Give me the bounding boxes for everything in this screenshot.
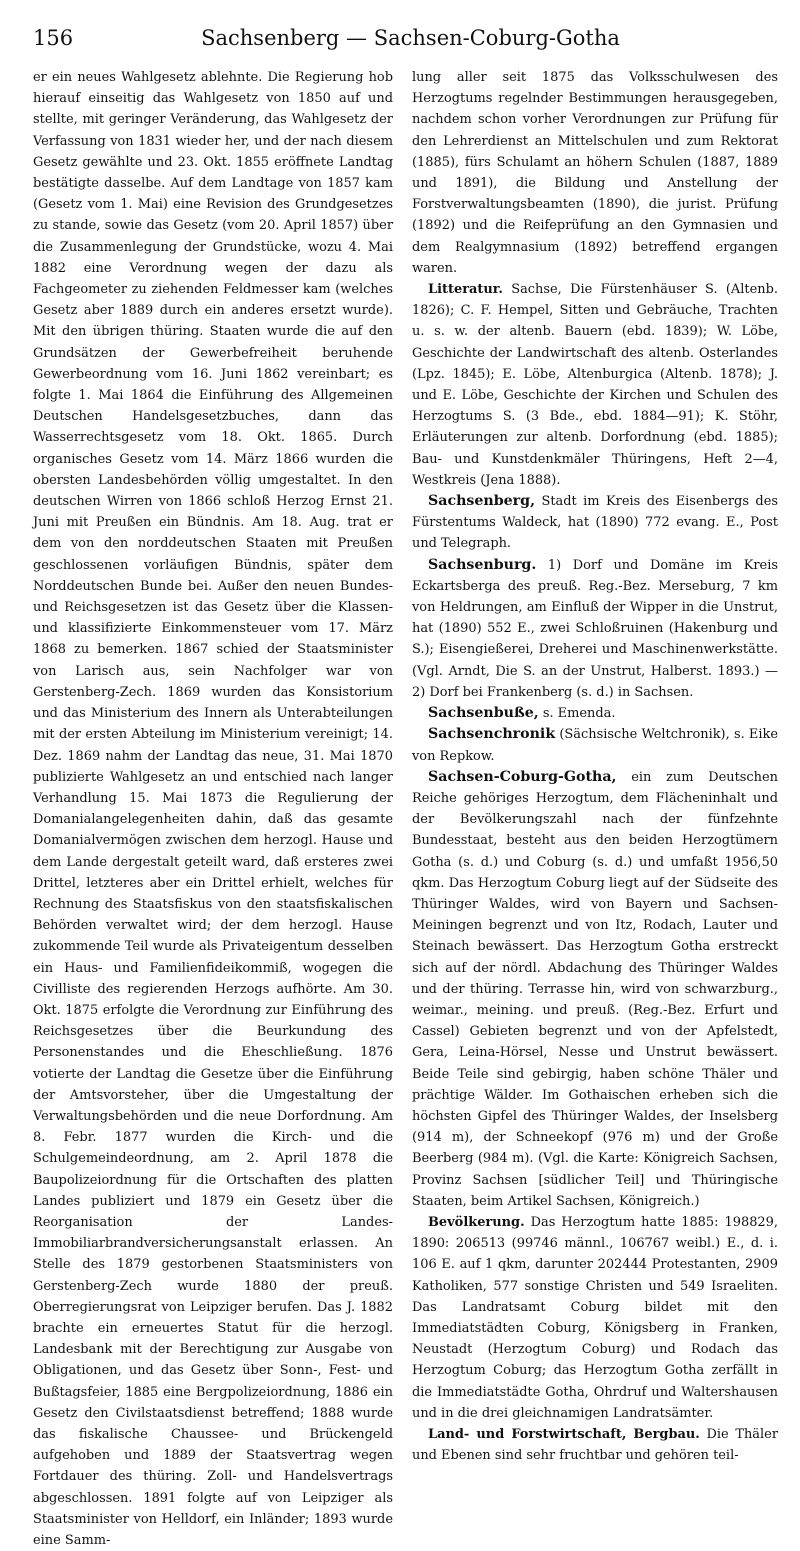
section-heading: Land- und Forstwirtschaft, Bergbau. xyxy=(428,1427,700,1442)
entry-text: 1) Dorf und Domäne im Kreis Eckartsberga des preuß. Reg.-Bez. Merseburg, 7 km von Heldrungen, am Einfluß der Wipper in die Unstrut, hat (1890) 552 E., zwei Schloßruinen (Hakenburg und S.); Eisengießerei, Dreherei und Maschinenwerkstätte. (Vgl. Arndt, Die S. an der Unstrut, Halberst. 1893.) — 2) Dorf bei Frankenberg (s. d.) in Sachsen. xyxy=(412,557,778,700)
entry-headword: Sachsenchronik xyxy=(428,726,556,743)
section-heading: Bevölkerung. xyxy=(428,1214,525,1230)
paragraph-text: Die Thäler und Ebenen sind sehr fruchtbar und gehören teil- xyxy=(412,1427,778,1464)
right-column xyxy=(412,67,778,1466)
article-continuation-text: er ein neues Wahlgesetz ablehnte. Die Regierung hob hierauf einseitig das Wahlgesetz von 1850 auf und stellte, mit geringer Veränderung, das Wahlgesetz der Verfassung von 1831 wieder her, und der nach diesem Gesetz gewählte und 23. Okt. 1855 eröffnete Landtag bestätigte dasselbe. Auf dem Landtage von 1857 kam (Gesetz vom 1. Mai) eine Revision des Grundgesetzes zu stande, sowie das Gesetz (vom 20. April 1857) über die Zusammenlegung der Grundstücke, wozu 4. Mai 1882 eine Verordnung wegen der dazu als Fachgeometer zu ziehenden Feldmesser kam (welches Gesetz aber 1889 durch ein anderes ersetzt wurde). Mit den übrigen thüring. Staaten wurde die auf den Grundsätzen der Gewerbefreiheit beruhende Gewerbeordnung vom 16. Juni 1862 vereinbart; es folgte 1. Mai 1864 die Einführung des Allgemeinen Deutschen Handelsgesetzbuches, dann das Wasserrechtsgesetz vom 18. Okt. 1865. Durch organisches Gesetz vom 14. März 1866 wurden die obersten Landesbehörden völlig umgestaltet. In den deutschen Wirren von 1866 schloß Herzog Ernst 21. Juni mit Preußen ein Bündnis. Am 18. Aug. trat er dem von den norddeutschen Staaten mit Preußen geschlossenen vorläufigen Bündnis, später dem Norddeutschen Bunde bei. Außer den neuen Bundes- und Reichsgesetzen ist das Gesetz über die Klassen- und klassifizierte Einkommensteuer vom 17. März 1868 zu bemerken. 1867 schied der Staatsminister von Larisch aus, sein Nachfolger war von Gerstenberg-Zech. 1869 wurden das Konsistorium und das Ministerium des Innern als Unterabteilungen mit der ersten Abteilung im Ministerium vereinigt; 14. Dez. 1869 nahm der Landtag das neue, 31. Mai 1870 publizierte Wahlgesetz an und entschied nach langer Verhandlung 15. Mai 1873 die Regulierung der Domanialangelegenheiten dahin, daß das gesamte Domanialvermögen zwischen dem herzogl. Hause und dem Lande dergestalt geteilt ward, daß ersteres zwei Drittel, letzteres aber ein Drittel erhielt, welches für Rechnung des Staatsfiskus von den staatsfiskalischen Behörden verwaltet wird; der dem herzogl. Hause zukommende Teil wurde als Privateigentum desselben ein Haus- und Familienfideikommiß, wogegen die Civilliste des regierenden Herzogs aufhörte. Am 30. Okt. 1875 erfolgte die Verordnung zur Einführung des Reichsgesetzes über die Beurkundung des Personenstandes und die Eheschließung. 1876 votierte der Landtag die Gesetze über die Einführung der Amtsvorsteher, über die Umgestaltung der Verwaltungsbehörden und die neue Dorfordnung. Am 8. Febr. 1877 wurden die Kirch- und die Schulgemeindeordnung, am 2. April 1878 die Baupolizeiordnung für die Ortschaften des platten Landes publiziert und 1879 ein Gesetz über die Reorganisation der Landes-Immobiliarbrandversicherungsanstalt erlassen. An Stelle des 1879 gestorbenen Staatsministers von Gerstenberg-Zech wurde 1880 der preuß. Oberregierungsrat von Leipziger berufen. Das J. 1882 brachte ein erneuertes Statut für die herzogl. Landesbank mit der Berechtigung zur Ausgabe von Obligationen, und das Gesetz über Sonn-, Fest- und Bußtagsfeier, 1885 eine Bergpolizeiordnung, 1886 ein Gesetz den Civilstaatsdienst betreffend; 1888 wurde das fiskalische Chaussee- und Brückengeld aufgehoben und 1889 der Staatsvertrag wegen Fortdauer des thüring. Zoll- und Handelsvertrags abgeschlossen. 1891 folgte auf von Leipziger als Staatsminister von Helldorf, ein Inländer; 1893 wurde eine Samm- xyxy=(33,70,393,1549)
paragraph-text: Sachse, Die Fürstenhäuser S. (Altenb. 1826); C. F. Hempel, Sitten und Gebräuche, Trachten u. s. w. der altenb. Bauern (ebd. 1839); W. Löbe, Geschichte der Landwirtschaft des altenb. Osterlandes (Lpz. 1845); E. Löbe, Altenburgica (Altenb. 1878); J. und E. Löbe, Geschichte der Kirchen und Schulen des Herzogtums S. (3 Bde., ebd. 1884—91); K. Stöhr, Erläuterungen zur altenb. Dorfordnung (ebd. 1885); Bau- und Kunstdenkmäler Thüringens, Heft 2—4, Westkreis (Jena 1888). xyxy=(412,282,778,488)
entry-sachsenchronik xyxy=(412,724,778,766)
entry-sachsenberg xyxy=(412,491,778,555)
page-number: 156 xyxy=(33,26,74,50)
literature-paragraph xyxy=(412,279,778,491)
entry-text: Stadt im Kreis des Eisenbergs des Fürstentums Waldeck, hat (1890) 772 evang. E., Post und Telegraph. xyxy=(412,494,778,552)
article-continuation-text: lung aller seit 1875 das Volksschulwesen des Herzogtums regelnder Bestimmungen herausgegeben, nachdem schon vorher Verordnungen zur Prüfung für den Lehrerdienst an Mittelschulen und zum Rektorat (1885), fürs Schulamt an höhern Schulen (1887, 1889 und 1891), die Bildung und Anstellung der Forstverwaltungsbeamten (1890), die jurist. Prüfung (1892) und die Reifeprüfung an den Gymnasien und dem Realgymnasium (1892) betreffend ergangen waren. xyxy=(412,70,778,276)
page-header xyxy=(33,12,788,52)
population-paragraph xyxy=(412,1212,778,1424)
agriculture-paragraph xyxy=(412,1424,778,1466)
entry-headword: Sachsen-Coburg-Gotha, xyxy=(428,768,617,785)
entry-sachsen-coburg-gotha xyxy=(412,767,778,1212)
section-heading: Litteratur. xyxy=(428,282,503,298)
entry-text: (Sächsische Weltchronik), s. Eike von Repkow. xyxy=(412,727,778,764)
entry-headword: Sachsenbuße, xyxy=(428,705,539,722)
entry-sachsenburg xyxy=(412,555,778,703)
entry-sachsenbusse xyxy=(412,703,778,724)
entry-headword: Sachsenburg. xyxy=(428,556,537,573)
paragraph-text: Das Herzogtum hatte 1885: 198829, 1890: 206513 (99746 männl., 106767 weibl.) E., d. i. 106 E. auf 1 qkm, darunter 202444 Protestanten, 2909 Katholiken, 577 sonstige Christen und 549 Israeliten. Das Landratsamt Coburg bildet mit den Immediatstädten Coburg, Königsberg in Franken, Neustadt (Herzogtum Coburg) und Rodach das Herzogtum Coburg; das Herzogtum Gotha zerfällt in die Immediatstädte Gotha, Ohrdruf und Waltershausen und in die drei gleichnamigen Landratsämter. xyxy=(412,1214,778,1421)
entry-text: s. Emenda. xyxy=(538,706,616,722)
left-column xyxy=(33,67,393,1551)
running-head: Sachsenberg — Sachsen-Coburg-Gotha xyxy=(201,26,620,50)
entry-headword: Sachsenberg, xyxy=(428,493,536,510)
entry-text: ein zum Deutschen Reiche gehöriges Herzogtum, dem Flächeninhalt und der Bevölkerungszahl nach der fünfzehnte Bundesstaat, besteht aus den beiden Herzogtümern Gotha (s. d.) und Coburg (s. d.) und umfaßt 1956,50 qkm. Das Herzogtum Coburg liegt auf der Südseite des Thüringer Waldes, wird von Bayern und Sachsen-Meiningen begrenzt und von Itz, Rodach, Lauter und Steinach bewässert. Das Herzogtum Gotha erstreckt sich auf der nördl. Abdachung des Thüringer Waldes und der thüring. Terrasse hin, wird von schwarzburg., weimar., meining. und preuß. (Reg.-Bez. Erfurt und Cassel) Gebieten begrenzt und von der Apfelstedt, Gera, Leina-Hörsel, Nesse und Unstrut bewässert. Beide Teile sind gebirgig, haben schöne Thäler und prächtige Wälder. Im Gothaischen erheben sich die höchsten Gipfel des Thüringer Waldes, der Inselsberg (914 m), der Schneekopf (976 m) und der Große Beerberg (984 m). (Vgl. die Karte: Königreich Sachsen, Provinz Sachsen [südlicher Teil] und Thüringische Staaten, beim Artikel Sachsen, Königreich.) xyxy=(412,769,778,1209)
